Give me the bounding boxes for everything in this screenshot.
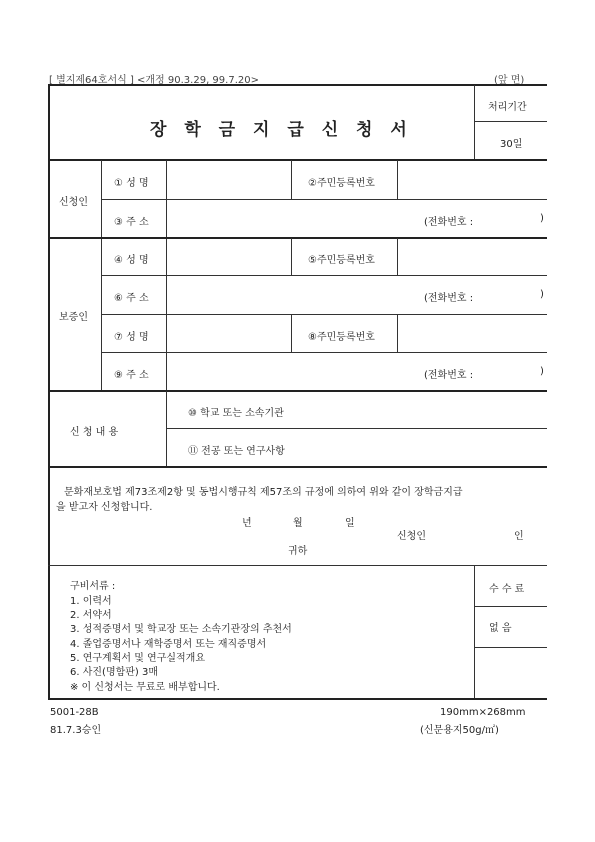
guarantor2-id-label: ⑧주민등록번호: [308, 332, 375, 343]
form-title: 장 학 금 지 급 신 청 서: [150, 120, 413, 140]
document-item: 3. 성적증명서 및 학교장 또는 소속기관장의 추천서: [70, 624, 292, 635]
applicant-id-field[interactable]: [400, 163, 544, 196]
seal-label: 인: [514, 531, 524, 542]
processing-period-label: 처리기간: [488, 102, 527, 113]
fee-value: 없 음: [489, 623, 512, 634]
guarantor1-id-label: ⑤주민등록번호: [308, 255, 375, 266]
major-field[interactable]: [320, 432, 544, 463]
guarantor2-address-field[interactable]: [168, 355, 418, 388]
guarantor1-address-label: ⑥ 주 소: [114, 293, 149, 304]
document-item: 4. 졸업증명서나 재학증명서 또는 재직증명서: [70, 639, 267, 650]
applicant-name-field[interactable]: [168, 163, 288, 196]
guarantor1-name-label: ④ 성 명: [114, 255, 149, 266]
guarantor1-phone-close: ): [540, 289, 544, 300]
guarantor1-id-field[interactable]: [400, 241, 544, 272]
date-year-label: 년: [242, 518, 252, 529]
paper-size: 190mm×268mm: [440, 707, 526, 718]
guarantor-section-label: 보증인: [59, 312, 88, 323]
guarantor1-phone-label: (전화번호 :: [424, 293, 474, 304]
fee-label: 수 수 료: [489, 584, 525, 595]
guarantor2-name-field[interactable]: [168, 317, 288, 349]
guarantor2-phone-label: (전화번호 :: [424, 370, 474, 381]
document-item: 2. 서약서: [70, 610, 112, 621]
declaration-line1: 문화재보호법 제73조제2항 및 동법시행규칙 제57조의 규정에 의하여 위와 같이 장학금지급: [64, 487, 463, 498]
guarantor1-address-field[interactable]: [168, 278, 418, 311]
applicant-address-field[interactable]: [168, 202, 418, 235]
page-side-label: (앞 면): [494, 75, 525, 86]
applicant-address-label: ③ 주 소: [114, 217, 149, 228]
guarantor2-address-label: ⑨ 주 소: [114, 370, 149, 381]
free-distribution-note: ※ 이 신청서는 무료로 배부합니다.: [70, 682, 220, 693]
applicant-phone-close: ): [540, 213, 544, 224]
guarantor1-name-field[interactable]: [168, 241, 288, 272]
document-item: 1. 이력서: [70, 596, 112, 607]
documents-heading: 구비서류 :: [70, 581, 116, 592]
school-field[interactable]: [320, 394, 544, 425]
major-label: ⑪ 전공 또는 연구사항: [188, 446, 285, 457]
applicant-phone-label: (전화번호 :: [424, 217, 474, 228]
form-code: 5001-28B: [50, 707, 99, 718]
form-reference: [ 별지제64호서식 ] <개정 90.3.29, 99.7.20>: [49, 75, 259, 86]
document-item: 6. 사진(명함판) 3매: [70, 667, 159, 678]
date-month-label: 월: [293, 518, 303, 529]
approval-date: 81.7.3승인: [50, 725, 102, 736]
guarantor2-id-field[interactable]: [400, 317, 544, 349]
school-label: ⑩ 학교 또는 소속기관: [188, 408, 284, 419]
processing-period-value: 30일: [500, 139, 523, 150]
paper-type: (신문용지50g/㎡): [420, 725, 499, 736]
declaration-line2: 을 받고자 신청합니다.: [56, 502, 153, 513]
guarantor2-phone-close: ): [540, 366, 544, 377]
signer-label: 신청인: [397, 531, 426, 542]
applicant-section-label: 신청인: [59, 197, 88, 208]
applicant-id-label: ②주민등록번호: [308, 178, 375, 189]
document-item: 5. 연구계획서 및 연구실적개요: [70, 653, 205, 664]
applicant-name-label: ① 성 명: [114, 178, 149, 189]
recipient-label: 귀하: [288, 546, 308, 557]
date-day-label: 일: [345, 518, 355, 529]
content-section-label: 신 청 내 용: [70, 427, 119, 438]
guarantor2-name-label: ⑦ 성 명: [114, 332, 149, 343]
